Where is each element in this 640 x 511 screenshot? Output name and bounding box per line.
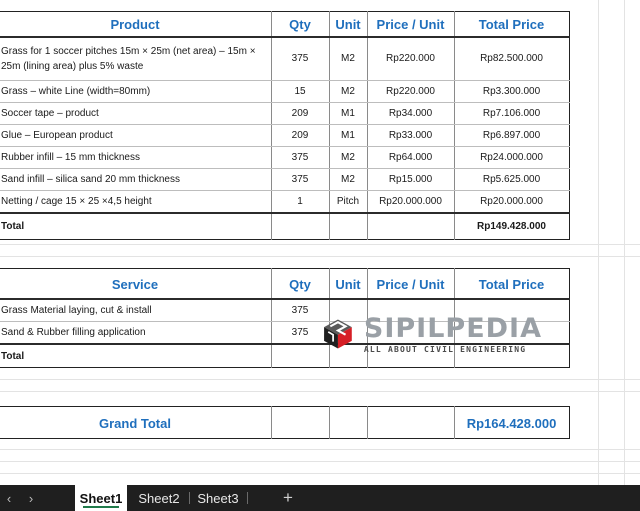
sipilpedia-watermark [322, 309, 542, 359]
product-cell[interactable]: Sand infill – silica sand 20 mm thickness [1, 174, 180, 185]
qty-cell[interactable]: 209 [291, 108, 309, 119]
header-product[interactable]: Product [110, 16, 160, 32]
qty-cell[interactable]: 375 [291, 152, 309, 163]
total-cell[interactable]: Rp82.500.000 [480, 53, 543, 64]
grand-total-label[interactable]: Grand Total [99, 415, 171, 431]
product-cell[interactable]: Rubber infill – 15 mm thickness [1, 152, 140, 163]
gridline [0, 391, 640, 392]
gridline [0, 461, 640, 462]
qty-cell[interactable]: 375 [291, 174, 309, 185]
qty-cell[interactable]: 375 [291, 53, 309, 64]
product-cell[interactable]: Grass for 1 soccer pitches 15m × 25m (net area) – 15m × 25m (lining area) plus 5% waste [1, 45, 256, 72]
total-cell[interactable]: Rp20.000.000 [480, 196, 543, 207]
service-cell[interactable]: Sand & Rubber filling application [1, 327, 146, 338]
header-price-unit[interactable]: Price / Unit [376, 16, 445, 32]
unit-cell[interactable]: M2 [341, 152, 355, 163]
tab-sheet3[interactable]: Sheet3 [197, 490, 239, 506]
tab-separator [247, 492, 248, 504]
unit-cell[interactable]: Pitch [336, 196, 360, 207]
unit-cell[interactable]: M1 [341, 130, 355, 141]
qty-cell[interactable]: 15 [294, 86, 306, 97]
total-cell[interactable]: Rp5.625.000 [482, 174, 541, 185]
tab-sheet2[interactable]: Sheet2 [138, 490, 180, 506]
header-service[interactable]: Service [111, 276, 159, 292]
unit-cell[interactable]: M2 [341, 174, 355, 185]
header-total-price[interactable]: Total Price [478, 16, 545, 32]
watermark-subtitle: ALL ABOUT CIVIL ENGINEERING [363, 344, 527, 354]
total-cell[interactable]: Rp7.106.000 [482, 108, 541, 119]
product-cell[interactable]: Grass – white Line (width=80mm) [1, 86, 151, 97]
watermark-title: SIPILPEDIA [363, 312, 542, 344]
product-cell[interactable]: Soccer tape – product [1, 108, 99, 119]
unit-cell[interactable]: M2 [341, 86, 355, 97]
prev-sheet-arrow-icon[interactable]: ‹ [6, 490, 12, 506]
price-cell[interactable]: Rp220.000 [386, 86, 435, 97]
grand-total-value[interactable]: Rp164.428.000 [466, 415, 557, 431]
sheet-tab-bar [0, 485, 640, 511]
price-cell[interactable]: Rp33.000 [388, 130, 433, 141]
qty-cell[interactable]: 209 [291, 130, 309, 141]
header-unit[interactable]: Unit [335, 276, 361, 292]
total-cell[interactable]: Rp3.300.000 [482, 86, 541, 97]
product-cell[interactable]: Glue – European product [1, 130, 113, 141]
column-border [329, 406, 330, 439]
header-total-price[interactable]: Total Price [478, 276, 545, 292]
column-border [367, 406, 368, 439]
header-qty[interactable]: Qty [289, 16, 311, 32]
total-value[interactable]: Rp149.428.000 [477, 220, 546, 232]
qty-cell[interactable]: 375 [291, 327, 309, 338]
total-label[interactable]: Total [1, 350, 25, 362]
price-cell[interactable]: Rp34.000 [388, 108, 433, 119]
qty-cell[interactable]: 1 [297, 196, 303, 207]
unit-cell[interactable]: M2 [341, 53, 355, 64]
price-cell[interactable]: Rp220.000 [386, 53, 435, 64]
gridline [0, 244, 640, 245]
total-cell[interactable]: Rp24.000.000 [480, 152, 543, 163]
gridline [0, 473, 640, 474]
next-sheet-arrow-icon[interactable]: › [28, 490, 34, 506]
tab-separator [189, 492, 190, 504]
qty-cell[interactable]: 375 [291, 305, 309, 316]
price-cell[interactable]: Rp15.000 [388, 174, 433, 185]
gridline [0, 449, 640, 450]
unit-cell[interactable]: M1 [341, 108, 355, 119]
column-border [271, 406, 272, 439]
gridline [0, 379, 640, 380]
column-gridline [598, 0, 599, 485]
price-cell[interactable]: Rp20.000.000 [379, 196, 442, 207]
tab-sheet1[interactable]: Sheet1 [75, 485, 127, 511]
total-cell[interactable]: Rp6.897.000 [482, 130, 541, 141]
product-cell[interactable]: Netting / cage 15 × 25 ×4,5 height [1, 196, 152, 207]
total-label[interactable]: Total [1, 220, 25, 232]
header-qty[interactable]: Qty [289, 276, 311, 292]
header-price-unit[interactable]: Price / Unit [376, 276, 445, 292]
gridline [0, 256, 640, 257]
price-cell[interactable]: Rp64.000 [388, 152, 433, 163]
column-gridline [624, 0, 625, 485]
service-cell[interactable]: Grass Material laying, cut & install [1, 305, 152, 316]
add-sheet-icon[interactable]: + [283, 488, 293, 507]
header-unit[interactable]: Unit [335, 16, 361, 32]
sipilpedia-logo-icon [322, 311, 354, 357]
